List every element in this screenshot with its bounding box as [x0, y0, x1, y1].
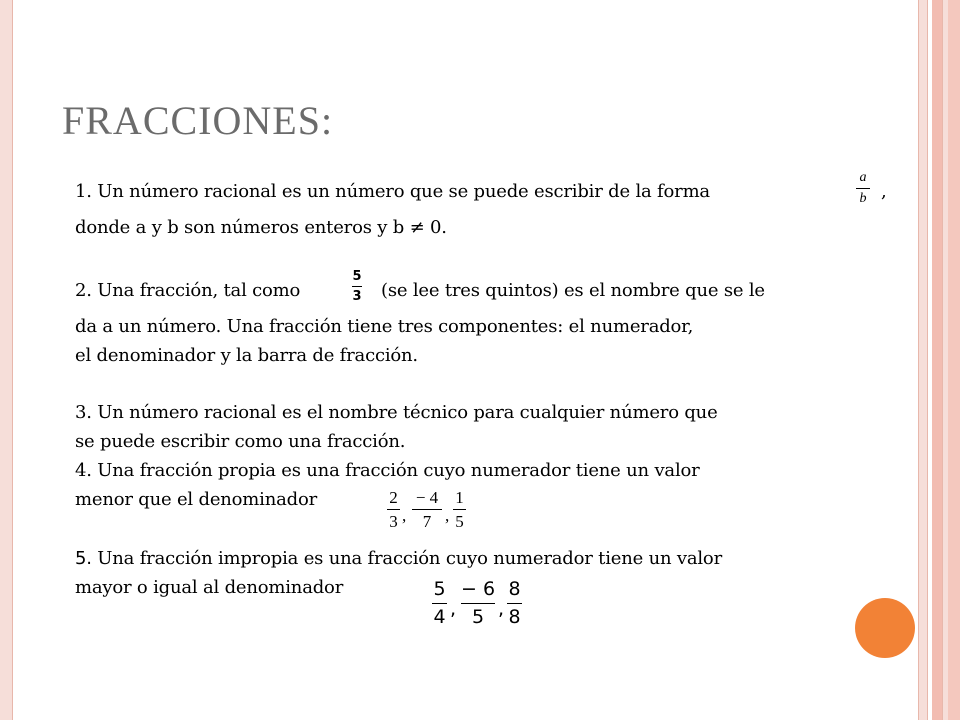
fraction-bar	[352, 286, 362, 287]
fraction-numerator: a	[859, 170, 867, 185]
separator-comma: ,	[498, 598, 505, 620]
p2-line2: da a un número. Una fracción tiene tres componentes: el numerador,	[75, 316, 694, 337]
example-fraction: 5 4	[433, 578, 446, 628]
fraction-five-thirds	[352, 270, 362, 303]
slide-title: FRACCIONES:	[62, 98, 334, 143]
example-fraction: 2 3	[387, 489, 400, 530]
separator-comma: ,	[445, 506, 450, 525]
example-fraction: − 4 7	[412, 489, 442, 530]
left-border-line	[12, 0, 13, 720]
example-fraction: − 6 5	[461, 578, 496, 628]
p3-line2: se puede escribir como una fracción.	[75, 431, 406, 452]
p2-prefix: 2. Una fracción, tal como	[75, 280, 301, 301]
fraction-numerator: 5	[352, 269, 362, 284]
left-border	[0, 0, 12, 720]
p5-number: 5.	[75, 548, 92, 569]
example-fraction: 1 5	[453, 489, 466, 530]
fraction-a-over-b	[856, 171, 870, 206]
p3-line1: 3. Un número racional es el nombre técnico para cualquier número que	[75, 402, 718, 423]
fraction-bar	[856, 188, 870, 189]
separator-comma: ,	[402, 506, 407, 525]
p1-line2: donde a y b son números enteros y b ≠ 0.	[75, 217, 447, 238]
fraction-denominator: 3	[352, 289, 362, 304]
p4-line1: 4. Una fracción propia es una fracción cuyo numerador tiene un valor	[75, 460, 700, 481]
p1-comma: ,	[881, 181, 887, 202]
p2-line3: el denominador y la barra de fracción.	[75, 345, 418, 366]
p2-suffix: (se lee tres quintos) es el nombre que se le	[381, 280, 765, 301]
example-fraction: 8 8	[508, 578, 521, 628]
p5-line2: mayor o igual al denominador	[75, 577, 344, 598]
fraction-denominator: b	[859, 191, 867, 206]
decorative-orange-circle	[855, 598, 915, 658]
separator-comma: ,	[450, 598, 457, 620]
p1-line1: 1. Un número racional es un número que se puede escribir de la forma	[75, 181, 710, 202]
p4-line2: menor que el denominador	[75, 489, 318, 510]
p5-line1: 5. Una fracción impropia es una fracción cuyo numerador tiene un valor	[75, 548, 722, 569]
